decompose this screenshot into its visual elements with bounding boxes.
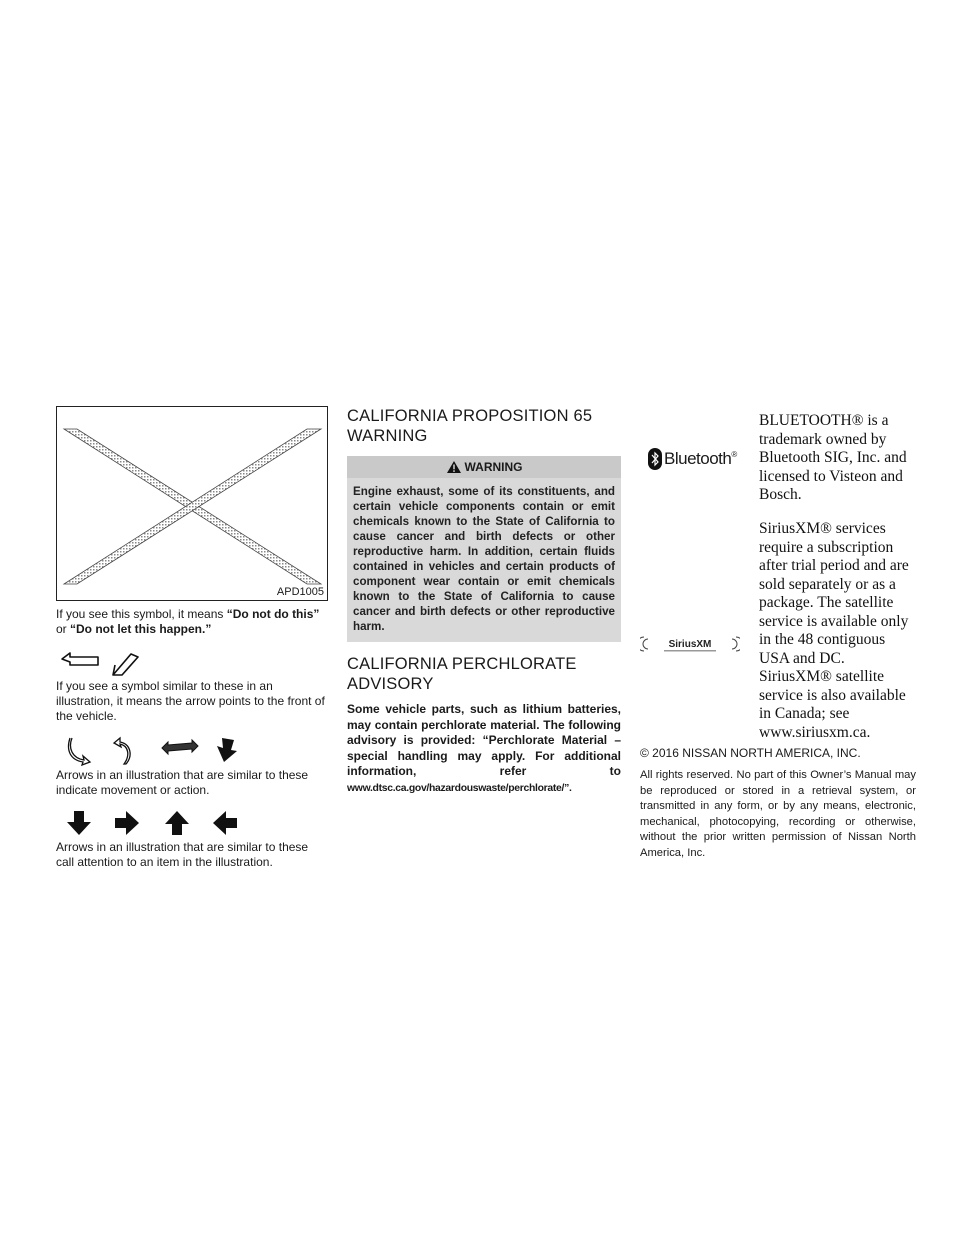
- do-not-paragraph: If you see this symbol, it means “Do not do this” or “Do not let this happen.”: [56, 607, 320, 636]
- perchlorate-advisory: Some vehicle parts, such as lithium batteries, may contain perchlorate material. The following advisory is provided: “Perchlorate Material – special handling may apply. For additional information, refer to www.dtsc.ca.gov/hazardouswaste/perchlorate/”.: [347, 702, 621, 794]
- double-arrow-icon: [160, 736, 200, 758]
- siriusxm-text: SiriusXM® services require a subscription after trial period and are sold separately or as a package. The satellite service is available only in the 48 contiguous USA and DC. SiriusXM® satellite service is also available in Canada; see www.siriusxm.ca.: [759, 520, 909, 741]
- copyright-line: © 2016 NISSAN NORTH AMERICA, INC.: [640, 746, 861, 760]
- attention-arrow-icons: [56, 810, 328, 840]
- curved-arrow-left-icon: [66, 736, 92, 766]
- svg-text:SiriusXM: SiriusXM: [668, 639, 712, 650]
- movement-arrow-icons: [56, 736, 328, 768]
- prop65-heading: CALIFORNIA PROPOSITION 65 WARNING: [347, 407, 593, 445]
- solid-arrow-down-icon: [66, 810, 92, 836]
- warning-text: Engine exhaust, some of its constituents, and certain vehicle components contain or emit chemicals known to the State of California to cause cancer and birth defects or other reproductive harm. In addition, certain fluids contained in vehicles and certain products of component wear contain or emit chemicals known to the State of California to cause cancer and birth defects or other reproductive harm.: [353, 485, 615, 633]
- do-not-symbol-figure: [56, 406, 328, 601]
- bluetooth-icon: [648, 448, 662, 470]
- warning-triangle-icon: [446, 460, 462, 474]
- siriusxm-logo-icon: [640, 632, 740, 656]
- movement-arrow-text: Arrows in an illustration that are similar to these indicate movement or action.: [56, 768, 309, 797]
- curved-arrow-right-icon: [112, 736, 138, 766]
- siriusxm-logo: [640, 632, 740, 661]
- front-arrow-icon: [60, 651, 100, 671]
- attention-arrow-text: Arrows in an illustration that are similar to these call attention to an item in the illustration.: [56, 840, 309, 869]
- solid-arrow-right-icon: [114, 810, 140, 836]
- warning-header: [347, 456, 621, 478]
- bluetooth-section: [640, 406, 916, 514]
- left-column: [56, 406, 328, 870]
- siriusxm-section: [640, 520, 916, 746]
- right-column: [640, 406, 916, 861]
- rights-text: All rights reserved. No part of this Owner’s Manual may be reproduced or stored in a retrieval system, or transmitted in any form, or by any means, electronic, mechanical, photocopying, recording or otherwise, without the prior written permission of Nissan North America, Inc.: [640, 769, 916, 859]
- figure-id: APD1005: [276, 586, 324, 598]
- bluetooth-logo: Bluetooth ®: [648, 448, 737, 470]
- cross-x-icon: [57, 407, 327, 600]
- perchlorate-heading: CALIFORNIA PERCHLORATE ADVISORY: [347, 655, 577, 693]
- warning-label: WARNING: [464, 460, 523, 474]
- front-arrow-angled-icon: [110, 651, 142, 679]
- solid-arrow-up-icon: [164, 810, 190, 836]
- front-arrow-text: If you see a symbol similar to these in an illustration, it means the arrow points to the front of the vehicle.: [56, 679, 325, 723]
- solid-arrow-down-angled-icon: [212, 736, 240, 764]
- solid-arrow-left-icon: [212, 810, 238, 836]
- bluetooth-trademark-text: BLUETOOTH® is a trademark owned by Bluetooth SIG, Inc. and licensed to Visteon and Bosch.: [759, 412, 907, 503]
- perchlorate-url: www.dtsc.ca.gov/hazardouswaste/perchlorate/”.: [347, 782, 572, 794]
- warning-box: [347, 456, 621, 642]
- middle-column: [347, 406, 621, 796]
- front-arrow-icons: [56, 651, 328, 679]
